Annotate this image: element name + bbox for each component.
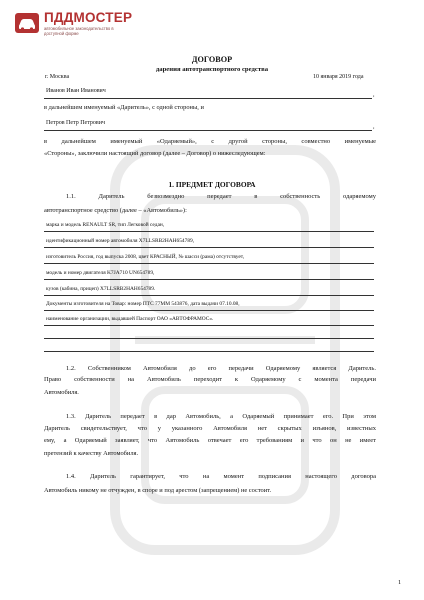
field-underline — [44, 325, 374, 326]
car-field-line: модель и номер двигателя K7JA710 UN654789, — [46, 270, 155, 276]
car-field-line: кузов (кабина, прицеп) X7LLSRB2HAH654789. — [46, 286, 156, 292]
company-logo — [14, 10, 133, 42]
paragraph-1-3-line: 1.3. Даритель передает в дар Автомобиль, а Одаряемый принимает его. При этом — [66, 413, 376, 420]
document-subtitle: дарения автотранспортного средства — [155, 66, 269, 73]
field-underline — [44, 263, 374, 264]
paragraph-1-1-line-1: 1.1. Даритель безвозмездно передает в собственность одаряемому — [66, 193, 376, 200]
recipient-role-line-2: «Стороны», заключили настоящий договор (далее – Договор) о нижеследующем: — [44, 150, 266, 157]
car-field-line: изготовитель Россия, год выпуска 2008, цвет КРАСНЫЙ, № шасси (рама) отсутствует, — [46, 254, 245, 260]
paragraph-1-2-line: Право собственности на Автомобиль переходит к Одаряемому с момента передачи — [44, 376, 376, 383]
car-field-line: наименование организации, выдавшей Паспорт ОАО «АВТОФРАМОС». — [46, 316, 214, 322]
field-underline — [44, 231, 374, 232]
car-field-line: идентификационный номер автомобиля X7LLSRB2HAH654789, — [46, 238, 195, 244]
recipient-suffix: , — [373, 124, 375, 130]
car-field-line: марка и модель RENAULT SR, тип Легковой седан, — [46, 222, 165, 228]
field-underline — [44, 295, 374, 296]
donor-name: Иванов Иван Иванович — [46, 88, 106, 94]
paragraph-1-4-line: Автомобиль никому не отчужден, в споре и под арестом (запрещением) не состоит. — [44, 487, 272, 494]
logo-name: ПДДМОСТЕР — [44, 10, 133, 25]
page-number: 1 — [398, 579, 402, 586]
paragraph-1-1-line-2: автотранспортное средство (далее – «Автомобиль»): — [44, 207, 187, 214]
recipient-role-line-1: в дальнейшем именуемый «Одаряемый», с другой стороны, совместно именуемые — [44, 138, 376, 145]
paragraph-1-3-line: ему, а Одаряемый заявляет, что Автомобиль отвечает его требованиям и что он не имеет — [44, 437, 376, 444]
blank-underline — [44, 338, 374, 339]
watermark-car-icon — [95, 140, 355, 560]
document-title: ДОГОВОР — [191, 55, 233, 64]
paragraph-1-3-line: претензий к качеству Автомобиля. — [44, 450, 139, 457]
recipient-name: Петров Петр Петрович — [46, 120, 105, 126]
paragraph-1-4-line: 1.4. Даритель гарантирует, что на момент подписания настоящего договора — [66, 473, 376, 480]
car-field-line: Документы изготовителя на Товар: номер ПТС 77ММ 543876, дата выдачи 07.10.08, — [46, 301, 240, 307]
car-logo-icon — [14, 12, 40, 34]
section-heading: 1. ПРЕДМЕТ ДОГОВОРА — [168, 180, 256, 189]
logo-tagline: автомобильное законодательство в доступной форме — [44, 26, 114, 36]
city-label: г. Москва — [45, 74, 70, 80]
field-underline — [44, 310, 374, 311]
paragraph-1-2-line: Автомобиля. — [44, 389, 79, 396]
donor-suffix: , — [373, 92, 375, 98]
field-underline — [44, 279, 374, 280]
paragraph-1-2-line: 1.2. Собственником Автомобиля до его передачи Одаряемому является Даритель. — [66, 365, 376, 372]
donor-role-line: в дальнейшем именуемый «Даритель», с одной стороны, и — [44, 104, 204, 111]
blank-underline — [44, 351, 374, 352]
recipient-underline — [44, 130, 372, 131]
paragraph-1-3-line: Даритель свидетельствует, что у указанного Автомобиля нет скрытых изъянов, известных — [44, 425, 376, 432]
date-label: 10 января 2019 года — [313, 74, 364, 80]
field-underline — [44, 247, 374, 248]
donor-underline — [44, 98, 372, 99]
